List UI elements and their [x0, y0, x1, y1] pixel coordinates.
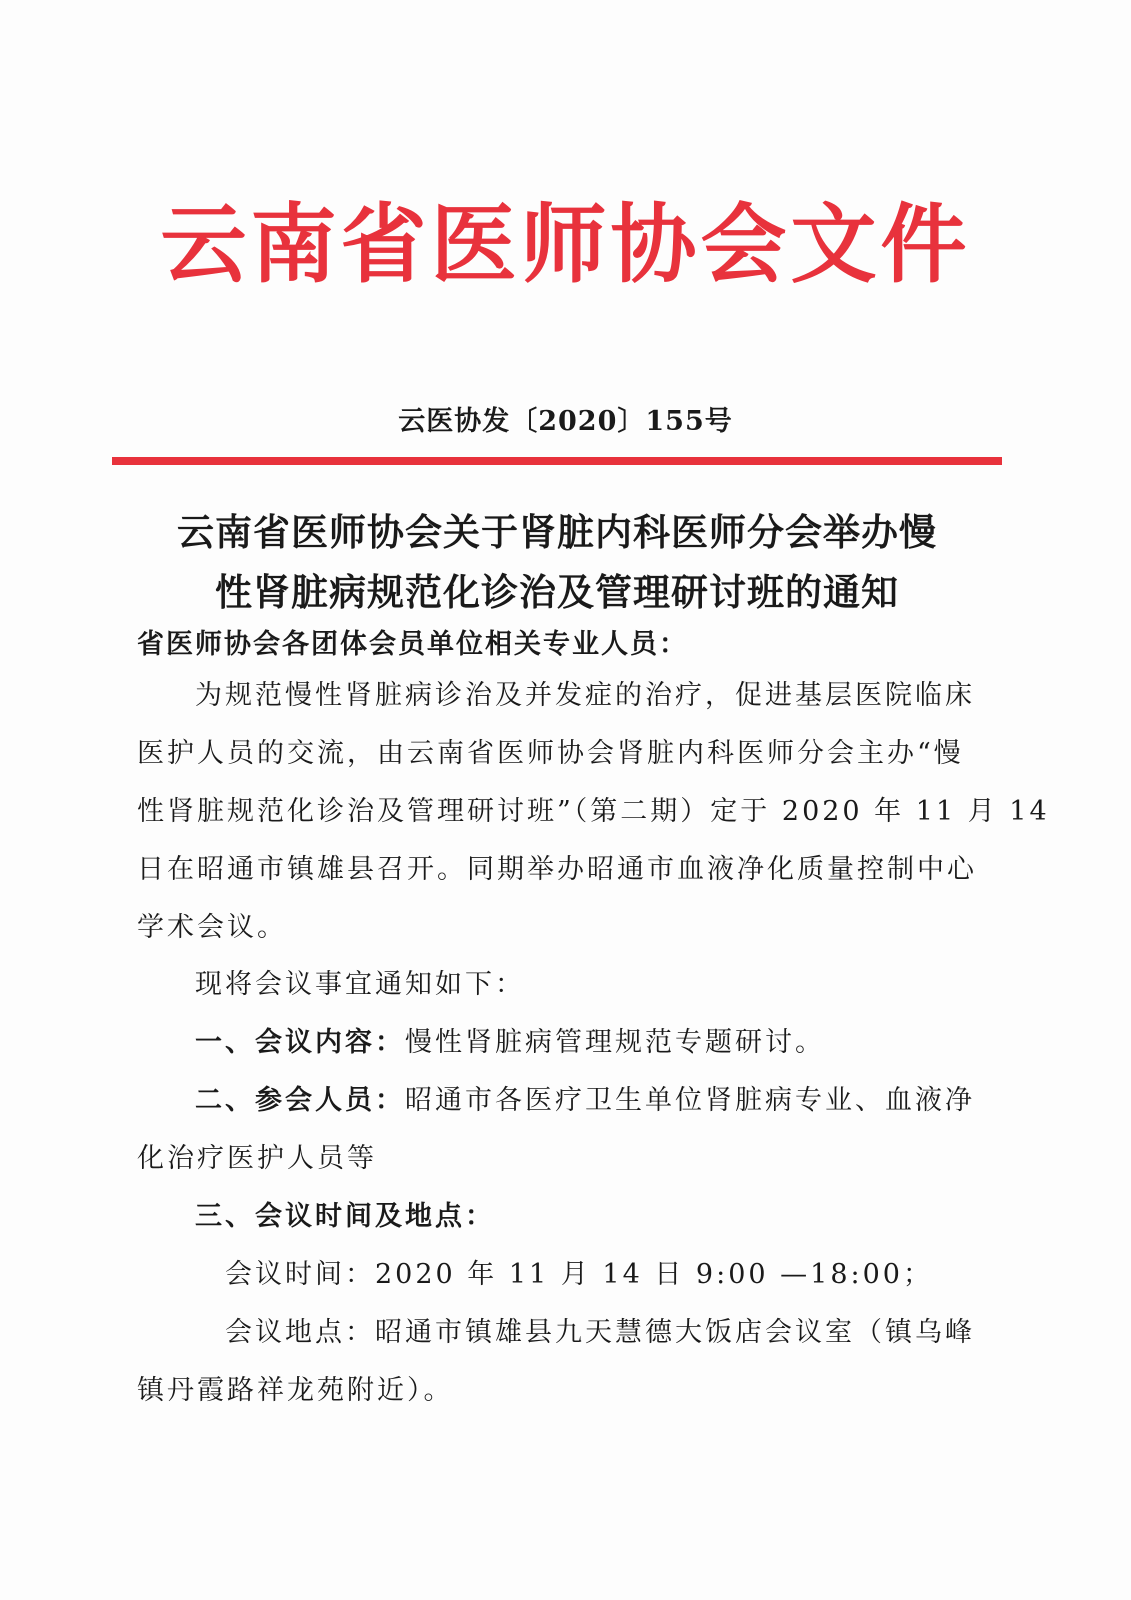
paragraph-line: 日在昭通市镇雄县召开。同期举办昭通市血液净化质量控制中心	[137, 854, 977, 885]
red-divider-rule	[112, 457, 1002, 465]
meeting-time-text: 会议时间：2020 年 11 月 14 日 9:00 —18:00；	[225, 1259, 933, 1290]
meeting-place-text-continued: 镇丹霞路祥龙苑附近）。	[137, 1375, 454, 1406]
notice-title-line-1: 云南省医师协会关于肾脏内科医师分会举办慢	[177, 510, 937, 554]
section-text: 昭通市各医疗卫生单位肾脏病专业、血液净	[405, 1085, 975, 1116]
section-line	[137, 1072, 997, 1130]
section-line	[137, 1014, 997, 1072]
section-heading: 一、会议内容：	[195, 1027, 405, 1058]
masthead-title: 云南省医师协会文件	[160, 194, 971, 295]
section-text-continued: 化治疗医护人员等	[137, 1143, 377, 1174]
paragraph-line: 为规范慢性肾脏病诊治及并发症的治疗，促进基层医院临床	[195, 680, 975, 711]
section-meeting-content	[137, 1014, 997, 1072]
intro-line	[137, 956, 997, 1014]
paragraph-line: 学术会议。	[137, 912, 287, 943]
paragraph-purpose	[137, 667, 1050, 957]
meeting-place	[137, 1304, 997, 1420]
meeting-time	[137, 1246, 997, 1304]
intro-text: 现将会议事宜通知如下：	[195, 969, 525, 1000]
section-time-place	[137, 1188, 997, 1246]
section-heading: 二、参会人员：	[195, 1085, 405, 1116]
addressee: 省医师协会各团体会员单位相关专业人员：	[137, 629, 688, 660]
section-attendees	[137, 1072, 997, 1188]
section-heading: 三、会议时间及地点：	[195, 1201, 495, 1232]
notice-title	[112, 502, 1002, 622]
paragraph-line: 医护人员的交流，由云南省医师协会肾脏内科医师分会主办“慢	[137, 738, 964, 769]
notice-title-line-2: 性肾脏病规范化诊治及管理研讨班的通知	[215, 570, 899, 614]
section-text: 慢性肾脏病管理规范专题研讨。	[405, 1027, 825, 1058]
meeting-place-text: 会议地点：昭通市镇雄县九天慧德大饭店会议室（镇乌峰	[225, 1317, 975, 1348]
document-number: 云医协发〔2020〕155号	[398, 406, 733, 437]
paragraph-line: 性肾脏规范化诊治及管理研讨班”（第二期）定于 2020 年 11 月 14	[137, 796, 1050, 827]
